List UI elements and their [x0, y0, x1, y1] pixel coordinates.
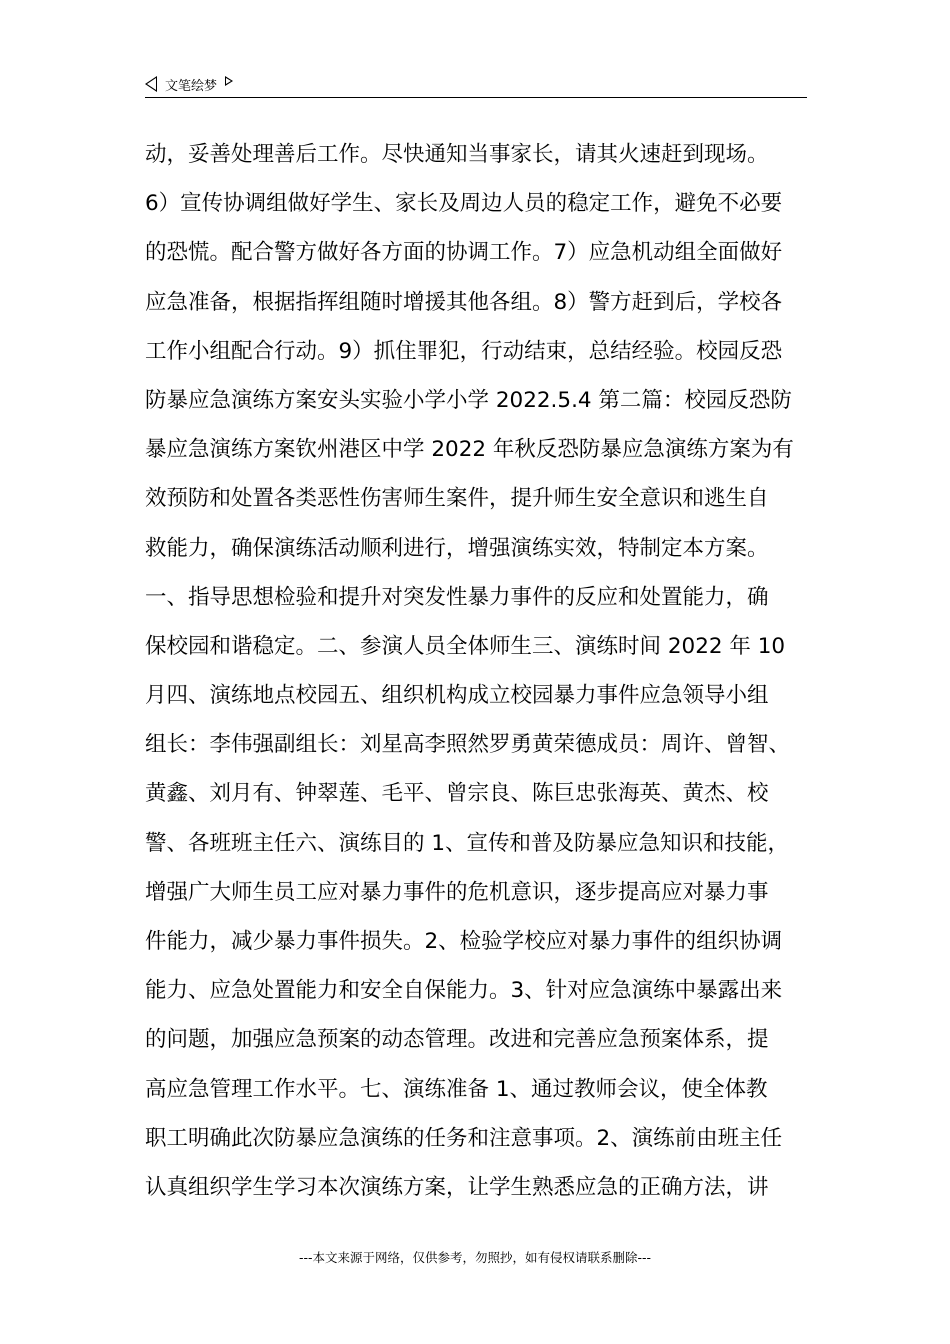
body-line: 警、各班班主任六、演练目的 1、宣传和普及防暴应急知识和技能， — [145, 830, 790, 856]
body-line: 的问题，加强应急预案的动态管理。改进和完善应急预案体系，提 — [145, 1027, 769, 1053]
header-divider — [145, 97, 807, 98]
right-triangle-icon — [225, 76, 233, 86]
body-line: 增强广大师生员工应对暴力事件的危机意识，逐步提高应对暴力事 — [145, 879, 769, 905]
body-line: 能力、应急处置能力和安全自保能力。3、针对应急演练中暴露出来 — [145, 978, 783, 1004]
body-line: 暴应急演练方案钦州港区中学 2022 年秋反恐防暴应急演练方案为有 — [145, 437, 794, 463]
body-line: 认真组织学生学习本次演练方案，让学生熟悉应急的正确方法，讲 — [145, 1174, 769, 1200]
page-footer: ---本文来源于网络，仅供参考，勿照抄，如有侵权请联系删除--- — [298, 1250, 652, 1265]
left-triangle-icon — [145, 76, 157, 92]
body-line: 件能力，减少暴力事件损失。2、检验学校应对暴力事件的组织协调 — [145, 929, 783, 954]
body-line: 保校园和谐稳定。二、参演人员全体师生三、演练时间 2022 年 10 — [145, 633, 786, 659]
body-line: 月四、演练地点校园五、组织机构成立校园暴力事件应急领导小组 — [145, 683, 769, 709]
body-line: 防暴应急演练方案安头实验小学小学 2022.5.4 第二篇：校园反恐防 — [145, 387, 792, 413]
body-line: 黄鑫、刘月有、钟翠莲、毛平、曾宗良、陈巨忠张海英、黄杰、校 — [145, 781, 769, 807]
header-brand-row — [145, 72, 807, 96]
body-line: 职工明确此次防暴应急演练的任务和注意事项。2、演练前由班主任 — [145, 1125, 783, 1151]
body-line: 应急准备，根据指挥组随时增援其他各组。8）警方赶到后，学校各 — [145, 289, 783, 315]
body-line: 6）宣传协调组做好学生、家长及周边人员的稳定工作，避免不必要 — [145, 191, 783, 217]
body-line: 救能力，确保演练活动顺利进行，增强演练实效，特制定本方案。 — [145, 535, 769, 561]
body-line: 一、指导思想检验和提升对突发性暴力事件的反应和处置能力，确 — [145, 584, 769, 610]
body-line: 工作小组配合行动。9）抓住罪犯，行动结束，总结经验。校园反恐 — [145, 338, 783, 364]
body-line: 效预防和处置各类恶性伤害师生案件，提升师生安全意识和逃生自 — [145, 486, 769, 512]
document-body — [145, 130, 807, 1212]
body-line: 组长：李伟强副组长：刘星高李照然罗勇黄荣德成员：周许、曾智、 — [145, 732, 791, 758]
body-line: 高应急管理工作水平。七、演练准备 1、通过教师会议，使全体教 — [145, 1076, 768, 1102]
body-line: 动，妥善处理善后工作。尽快通知当事家长，请其火速赶到现场。 — [145, 142, 769, 167]
page-header — [145, 72, 807, 98]
body-line: 的恐慌。配合警方做好各方面的协调工作。7）应急机动组全面做好 — [145, 240, 783, 266]
header-brand-text: 文笔绘梦 — [165, 78, 218, 94]
